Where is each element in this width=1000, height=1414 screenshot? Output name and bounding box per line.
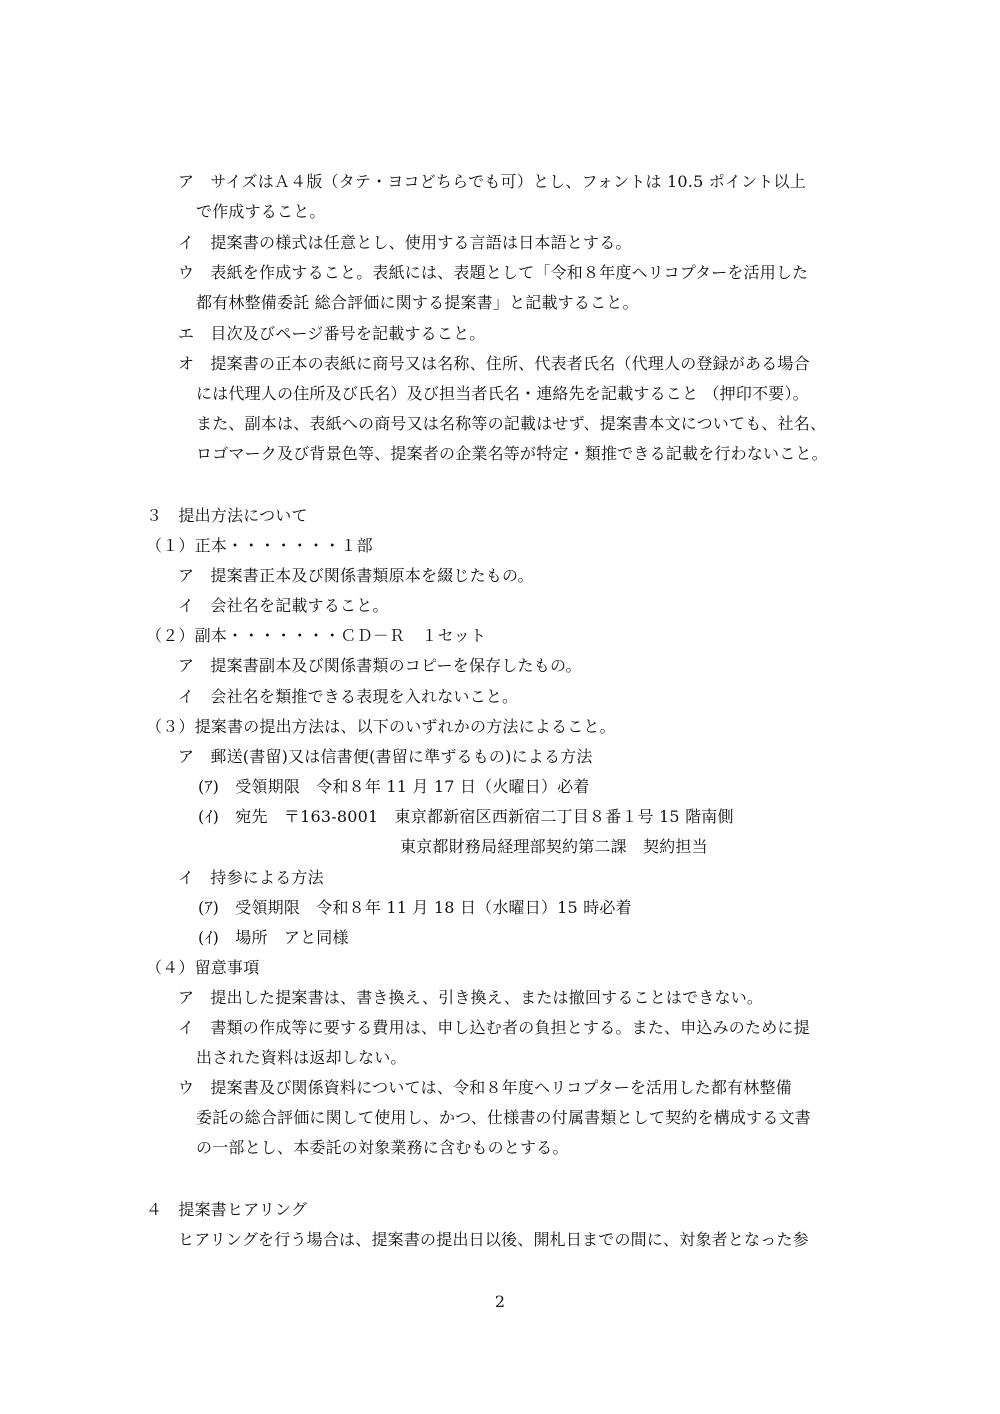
format-item-i: イ 提案書の様式は任意とし、使用する言語は日本語とする。 [178,233,632,252]
section3-sub3-i-deadline: (ｱ) 受領期限 令和８年 11 月 18 日（水曜日）15 時必着 [198,898,632,917]
section3-sub4-u-line1: ウ 提案書及び関係資料については、令和８年度ヘリコプターを活用した都有林整備 [178,1078,792,1097]
section3-sub2: （２）副本・・・・・・・ＣＤ－Ｒ １セット [146,626,487,645]
section3-sub2-a: ア 提案書副本及び関係書類のコピーを保存したもの。 [178,656,582,675]
format-item-o-line4: ロゴマーク及び背景色等、提案者の企業名等が特定・類推できる記載を行わないこと。 [196,444,828,463]
format-item-e: エ 目次及びページ番号を記載すること。 [178,324,486,343]
section3-heading: ３ 提出方法について [146,506,308,525]
page-number: 2 [494,1292,506,1311]
section3-sub4-u-line2: 委託の総合評価に関して使用し、かつ、仕様書の付属書類として契約を構成する文書 [196,1108,811,1127]
section3-sub3-i-place: (ｲ) 場所 アと同様 [198,928,349,947]
section3-sub4-i-line2: 出された資料は返却しない。 [196,1048,407,1067]
section3-sub1-i: イ 会社名を記載すること。 [178,596,389,615]
section3-sub1: （１）正本・・・・・・・１部 [146,536,373,555]
section3-sub3-a-address: (ｲ) 宛先 〒163-8001 東京都新宿区西新宿二丁目８番１号 15 階南側 [198,807,734,826]
section3-sub4-a: ア 提出した提案書は、書き換え、引き換え、または撤回することはできない。 [178,988,764,1007]
section3-sub4: （４）留意事項 [146,958,260,977]
format-item-o-line3: また、副本は、表紙への商号又は名称等の記載はせず、提案書本文についても、社名、 [196,414,827,433]
format-item-o-line2: には代理人の住所及び氏名）及び担当者氏名・連絡先を記載すること （押印不要）。 [196,384,809,403]
section4-heading: ４ 提案書ヒアリング [146,1200,308,1219]
section3-sub3-a-deadline: (ｱ) 受領期限 令和８年 11 月 17 日（火曜日）必着 [198,777,590,796]
section3-sub3-a-recipient: 東京都財務局経理部契約第二課 契約担当 [400,837,708,856]
section3-sub4-u-line3: の一部とし、本委託の対象業務に含むものとする。 [196,1138,569,1157]
format-item-u-line2: 都有林整備委託 総合評価に関する提案書」と記載すること。 [196,293,639,312]
format-item-a-line2: で作成すること。 [196,202,326,221]
section3-sub4-i-line1: イ 書類の作成等に要する費用は、申し込む者の負担とする。また、申込みのために提 [178,1018,810,1037]
section3-sub2-i: イ 会社名を類推できる表現を入れないこと。 [178,687,519,706]
format-item-u-line1: ウ 表紙を作成すること。表紙には、表題として「令和８年度ヘリコプターを活用した [178,263,809,282]
section4-body-line1: ヒアリングを行う場合は、提案書の提出日以後、開札日までの間に、対象者となった参 [178,1230,809,1249]
format-item-o-line1: オ 提案書の正本の表紙に商号又は名称、住所、代表者氏名（代理人の登録がある場合 [178,354,810,373]
section3-sub3-i: イ 持参による方法 [178,868,324,887]
section3-sub3: （３）提案書の提出方法は、以下のいずれかの方法によること。 [146,717,616,736]
section3-sub3-a: ア 郵送(書留)又は信書便(書留に準ずるもの)による方法 [178,747,593,766]
format-item-a-line1: ア サイズはＡ４版（タテ・ヨコどちらでも可）とし、フォントは 10.5 ポイント以上 [178,172,806,191]
section3-sub1-a: ア 提案書正本及び関係書類原本を綴じたもの。 [178,566,534,585]
